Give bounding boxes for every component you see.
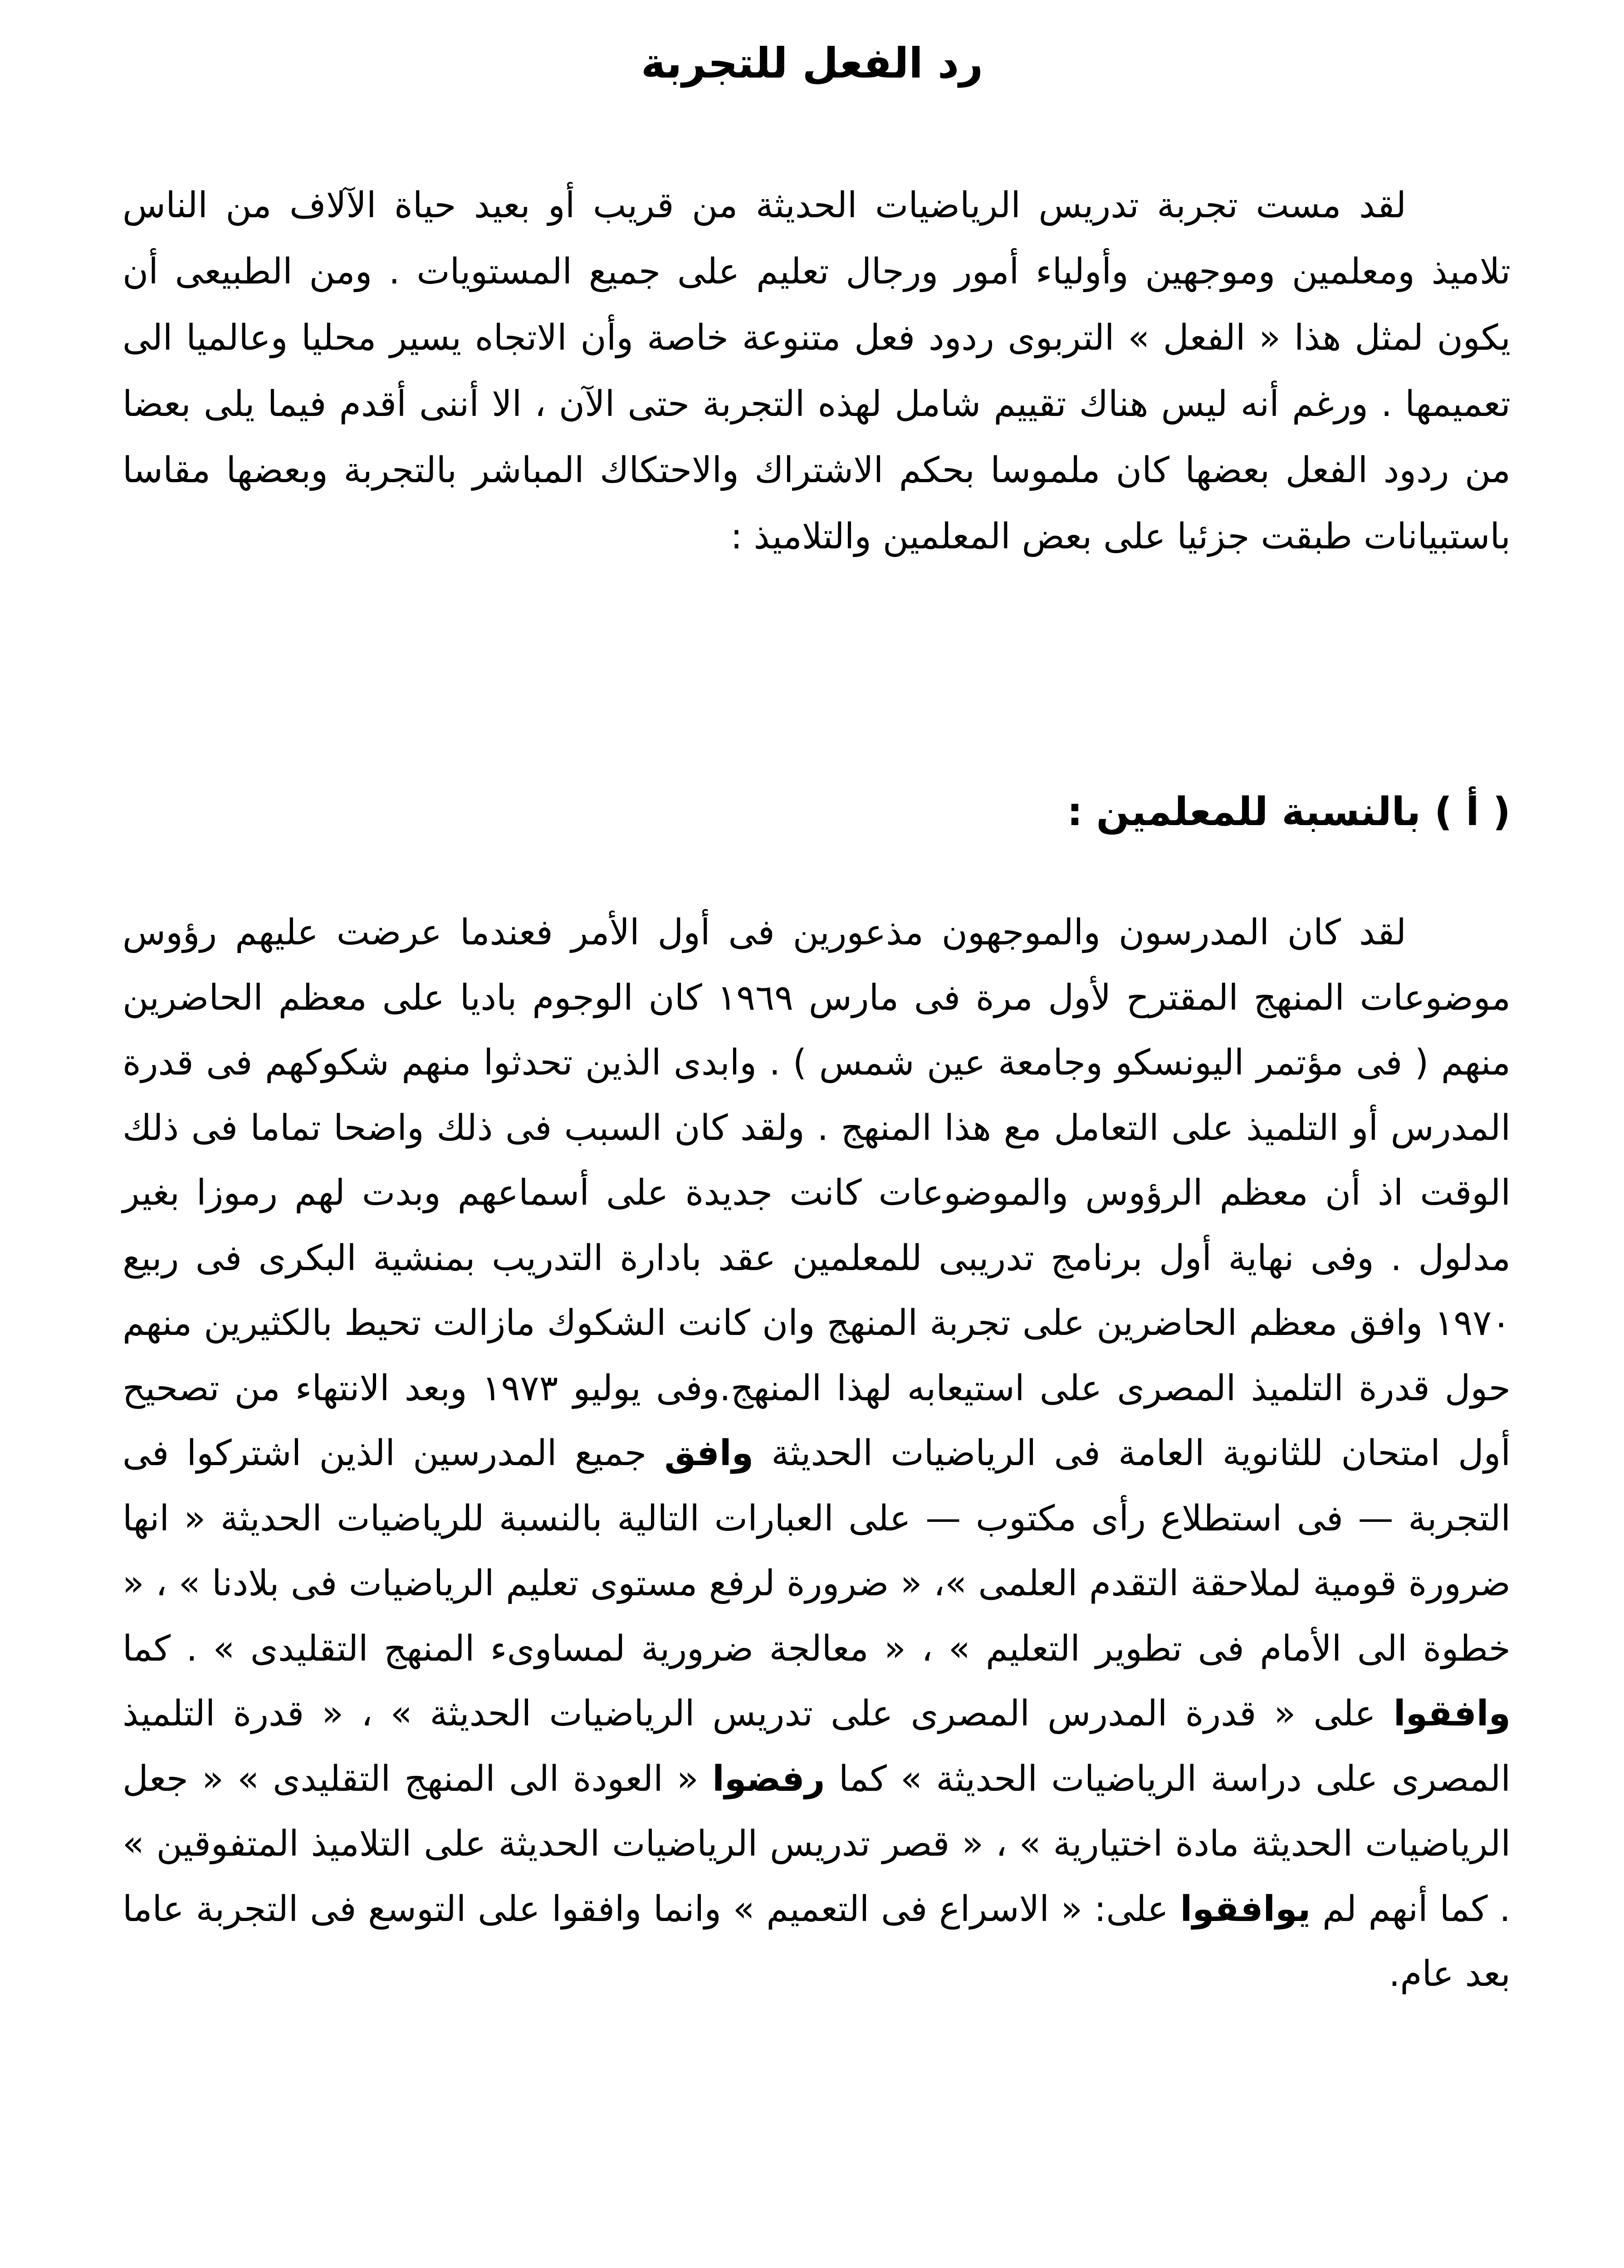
teachers-paragraph bbox=[122, 900, 1511, 2007]
teachers-text-5: على: « الاسراع فى التعميم » وانما وافقوا على التوسع فى التجربة عاما بعد عام. bbox=[122, 1888, 1511, 1994]
emphasis-did-not-agree: يوافقوا bbox=[1180, 1888, 1311, 1930]
intro-paragraph: لقد مست تجربة تدريس الرياضيات الحديثة من قريب أو بعيد حياة الآلاف من الناس تلاميذ ومعلمين وموجهين وأولياء أمور ورجال تعليم على جميع المستويات . ومن الطبيعى أن يكون لمثل هذا « الفعل » التربوى ردود فعل متنوعة خاصة وأن الاتجاه يسير محليا وعالميا الى تعميمها . ورغم أنه ليس هناك تقييم شامل لهذه التجربة حتى الآن ، الا أننى أقدم فيما يلى بعضا من ردود الفعل بعضها كان ملموسا بحكم الاشتراك والاحتكاك المباشر بالتجربة وبعضها مقاسا باستبيانات طبقت جزئيا على بعض المعلمين والتلاميذ : bbox=[122, 185, 1511, 557]
teachers-text-4: « العودة الى المنهج التقليدى » « جعل الرياضيات الحديثة مادة اختيارية » ، « قصر تدريس الرياضيات الحديثة على التلاميذ المتفوقين » . كما أنهم لم bbox=[122, 1758, 1511, 1930]
section-heading: ( أ ) بالنسبة للمعلمين : bbox=[1067, 789, 1511, 835]
emphasis-agreed: وافق bbox=[664, 1433, 754, 1474]
teachers-text-3: على « قدرة المدرس المصرى على تدريس الرياضيات الحديثة » ، « قدرة التلميذ المصرى على دراسة الرياضيات الحديثة » كما bbox=[122, 1693, 1511, 1799]
teachers-text-2: جميع المدرسين الذين اشتركوا فى التجربة — فى استطلاع رأى مكتوب — على العبارات التالية بالنسبة للرياضيات الحديثة « انها ضرورة قومية لملاحقة التقدم العلمى »، « ضرورة لرفع مستوى تعليم الرياضيات فى بلادنا » ، « خطوة الى الأمام فى تطوير التعليم » ، « معالجة ضرورية لمساوىء المنهج التقليدى » . كما bbox=[122, 1433, 1511, 1669]
emphasis-they-agreed: وافقوا bbox=[1393, 1693, 1511, 1734]
closing-paragraph bbox=[122, 2259, 1511, 2268]
teachers-text-1: لقد كان المدرسون والموجهون مذعورين فى أول الأمر فعندما عرضت عليهم رؤوس موضوعات المنهج المقترح لأول مرة فى مارس ١٩٦٩ كان الوجوم باديا على معظم الحاضرين منهم ( فى مؤتمر اليونسكو وجامعة عين شمس ) . وابدى الذين تحدثوا منهم شكوكهم فى قدرة المدرس أو التلميذ على التعامل مع هذا المنهج . ولقد كان السبب فى ذلك واضحا تماما فى ذلك الوقت اذ أن معظم الرؤوس والموضوعات كانت جديدة على أسماعهم وبدت لهم رموزا بغير مدلول . وفى نهاية أول برنامج تدريبى للمعلمين عقد بادارة التدريب بمنشية البكرى فى ربيع ١٩٧٠ وافق معظم الحاضرين على تجربة المنهج وان كانت الشكوك مازالت تحيط بالكثيرين منهم حول قدرة التلميذ المصرى على استيعابه لهذا المنهج.وفى يوليو ١٩٧٣ وبعد الانتهاء من تصحيح أول امتحان للثانوية العامة فى الرياضيات الحديثة bbox=[122, 912, 1511, 1474]
emphasis-they-refused: رفضوا bbox=[712, 1758, 825, 1799]
page-title: رد الفعل للتجربة bbox=[641, 39, 983, 88]
